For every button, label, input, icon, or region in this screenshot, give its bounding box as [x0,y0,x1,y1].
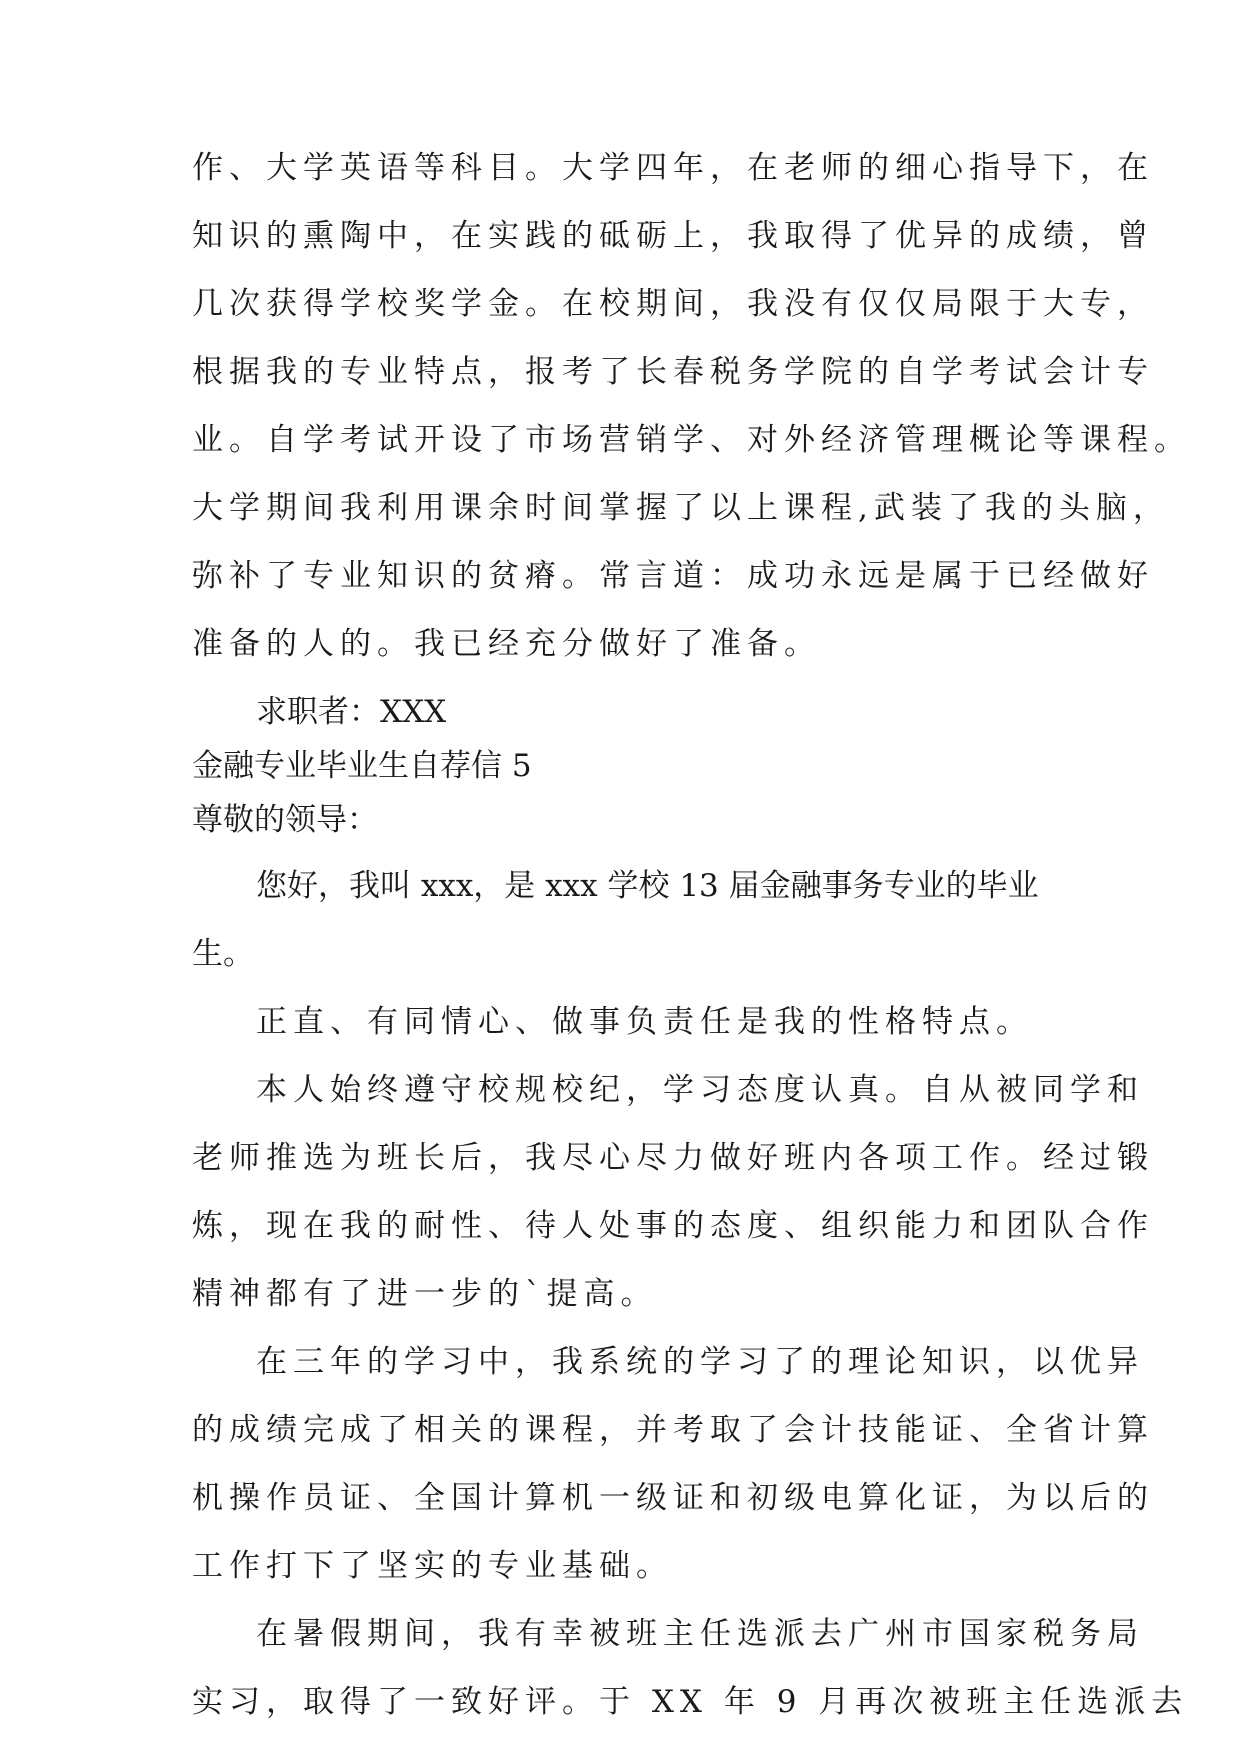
body-text-line: 炼，现在我的耐性、待人处事的态度、组织能力和团队合作 [192,1208,1154,1244]
body-text-line: 在暑假期间，我有幸被班主任选派去广州市国家税务局 [256,1616,1144,1652]
body-text-line: 机操作员证、全国计算机一级证和初级电算化证，为以后的 [192,1480,1154,1516]
salutation: 尊敬的领导： [192,802,378,838]
body-text-line: 准备的人的。我已经充分做好了准备。 [192,626,821,662]
body-text-line: 根据我的专业特点，报考了长春税务学院的自学考试会计专 [192,354,1154,390]
body-text-line: 作、大学英语等科目。大学四年，在老师的细心指导下，在 [192,150,1154,186]
body-text-line: 知识的熏陶中，在实践的砥砺上，我取得了优异的成绩，曾 [192,218,1154,254]
body-text-line: 的成绩完成了相关的课程，并考取了会计技能证、全省计算 [192,1412,1154,1448]
body-text-line: 业。自学考试开设了市场营销学、对外经济管理概论等课程。 [192,422,1191,458]
body-text-line: 本人始终遵守校规校纪，学习态度认真。自从被同学和 [256,1072,1144,1108]
signature-line: 求职者：XXX [256,694,447,730]
body-text-line: 您好，我叫 xxx，是 xxx 学校 13 届金融事务专业的毕业 [256,868,1039,904]
body-text-line: 正直、有同情心、做事负责任是我的性格特点。 [256,1004,1033,1040]
body-text-line: 弥补了专业知识的贫瘠。常言道：成功永远是属于已经做好 [192,558,1154,594]
body-text-line: 老师推选为班长后，我尽心尽力做好班内各项工作。经过锻 [192,1140,1154,1176]
body-text-line: 精神都有了进一步的`提高。 [192,1276,658,1312]
body-text-line: 工作打下了坚实的专业基础。 [192,1548,673,1584]
section-heading: 金融专业毕业生自荐信 5 [192,748,532,784]
body-text-line: 在三年的学习中，我系统的学习了的理论知识，以优异 [256,1344,1144,1380]
body-text-line: 几次获得学校奖学金。在校期间，我没有仅仅局限于大专， [192,286,1154,322]
body-text-line: 实习，取得了一致好评。于 XX 年 9 月再次被班主任选派去 [192,1684,1189,1720]
body-text-line: 生。 [192,936,254,972]
body-text-line: 大学期间我利用课余时间掌握了以上课程,武装了我的头脑， [192,490,1170,526]
